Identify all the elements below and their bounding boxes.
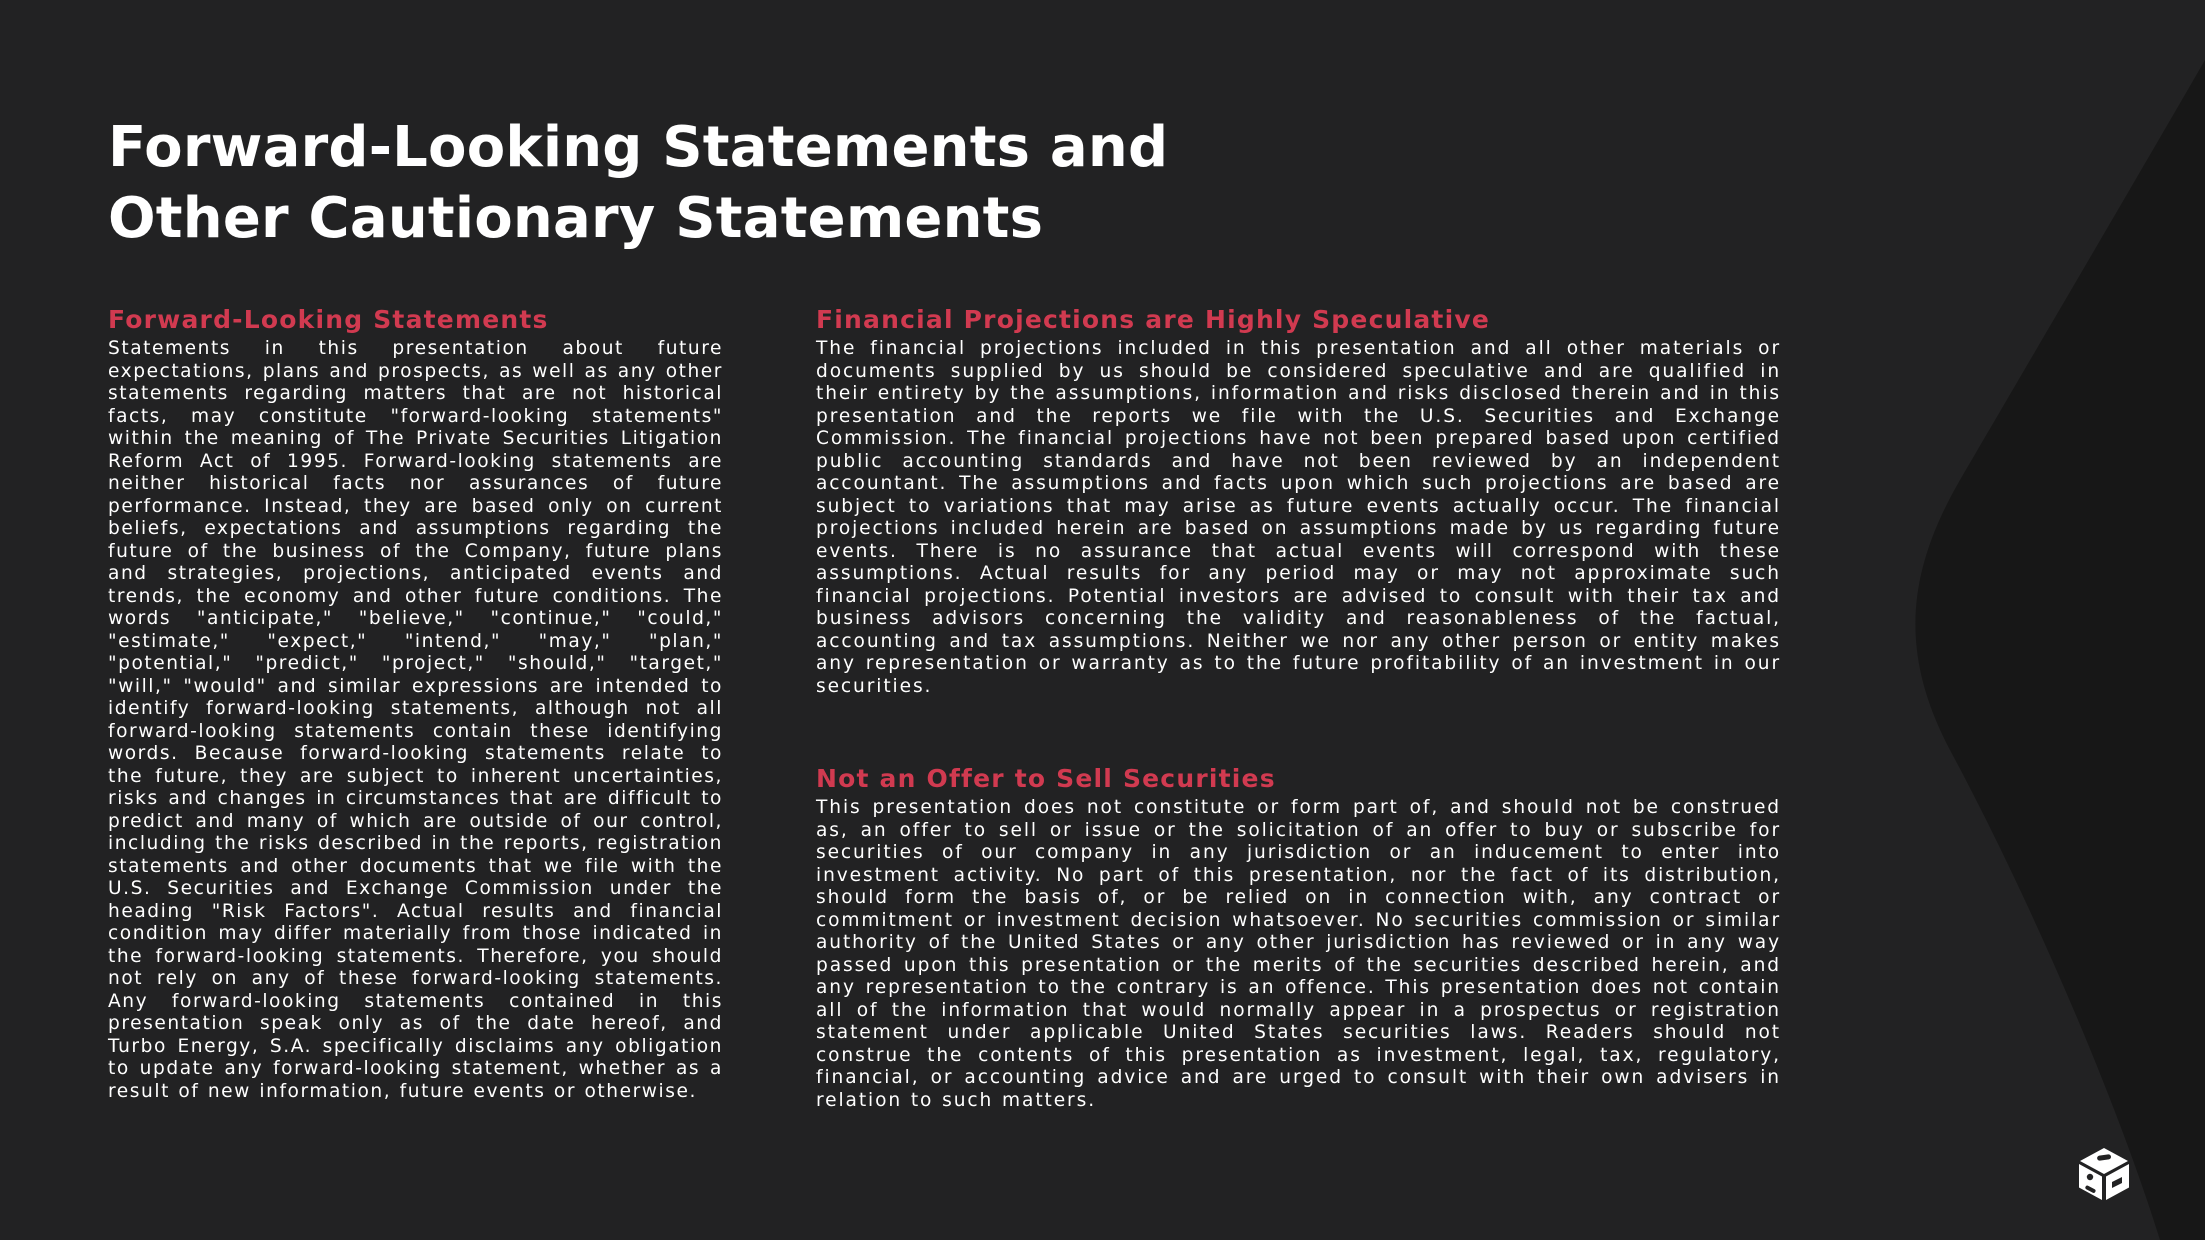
financial-projections-section xyxy=(816,304,1781,698)
forward-looking-heading: Forward-Looking Statements xyxy=(108,305,549,334)
cube-logo-icon xyxy=(2078,1146,2130,1202)
financial-projections-heading: Financial Projections are Highly Speculative xyxy=(816,305,1490,334)
page-title-line-2: Other Cautionary Statements xyxy=(108,186,1044,251)
financial-projections-body: The financial projections included in this presentation and all other materials or documents supplied by us should be considered speculative and are qualified in their entirety by the assumptions, information and risks disclosed therein and in this presentation and the reports we file with the U.S. Securities and Exchange Commission. The financial projections have not been prepared based upon certified public accounting standards and have not been reviewed by an independent accountant. The assumptions and facts upon which such projections are based are subject to variations that may arise as future events actually occur. The financial projections included herein are based on assumptions made by us regarding future events. There is no assurance that actual events will correspond with these assumptions. Actual results for any period may or may not approximate such financial projections. Potential investors are advised to consult with their tax and business advisors concerning the validity and reasonableness of the factual, accounting and tax assumptions. Neither we nor any other person or entity makes any representation or warranty as to the future profitability of an investment in our securities. xyxy=(816,338,1781,697)
not-an-offer-heading: Not an Offer to Sell Securities xyxy=(816,764,1276,793)
forward-looking-body: Statements in this presentation about future expectations, plans and prospects, as well as any other statements regarding matters that are not historical facts, may constitute "forward-looking statements" within the meaning of The Private Securities Litigation Reform Act of 1995. Forward-looking statements are neither historical facts nor assurances of future performance. Instead, they are based only on current beliefs, expectations and assumptions regarding the future of the business of the Company, future plans and strategies, projections, anticipated events and trends, the economy and other future conditions. The words "anticipate," "believe," "continue," "could," "estimate," "expect," "intend," "may," "plan," "potential," "predict," "project," "should," "target," "will," "would" and similar expressions are intended to identify forward-looking statements, although not all forward-looking statements contain these identifying words. Because forward-looking statements relate to the future, they are subject to inherent uncertainties, risks and changes in circumstances that are difficult to predict and many of which are outside of our control, including the risks described in the reports, registration statements and other documents that we file with the U.S. Securities and Exchange Commission under the heading "Risk Factors". Actual results and financial condition may differ materially from those indicated in the forward-looking statements. Therefore, you should not rely on any of these forward-looking statements. Any forward-looking statements contained in this presentation speak only as of the date hereof, and Turbo Energy, S.A. specifically disclaims any obligation to update any forward-looking statement, whether as a result of new information, future events or otherwise. xyxy=(108,338,723,1102)
not-an-offer-section xyxy=(816,763,1781,1112)
page-title xyxy=(108,112,1168,254)
not-an-offer-body: This presentation does not constitute or form part of, and should not be construed as, an offer to sell or issue or the solicitation of an offer to buy or subscribe for securities of our company in any jurisdiction or an inducement to enter into investment activity. No part of this presentation, nor the fact of its distribution, should form the basis of, or be relied on in connection with, any contract or commitment or investment decision whatsoever. No securities commission or similar authority of the United States or any other jurisdiction has reviewed or in any way passed upon this presentation or the merits of the securities described herein, and any representation to the contrary is an offence. This presentation does not contain all of the information that would normally appear in a prospectus or registration statement under applicable United States securities laws. Readers should not construe the contents of this presentation as investment, legal, tax, regulatory, financial, or accounting advice and are urged to consult with their own advisers in relation to such matters. xyxy=(816,797,1781,1111)
page-title-line-1: Forward-Looking Statements and xyxy=(108,115,1169,180)
forward-looking-section xyxy=(108,304,723,1103)
